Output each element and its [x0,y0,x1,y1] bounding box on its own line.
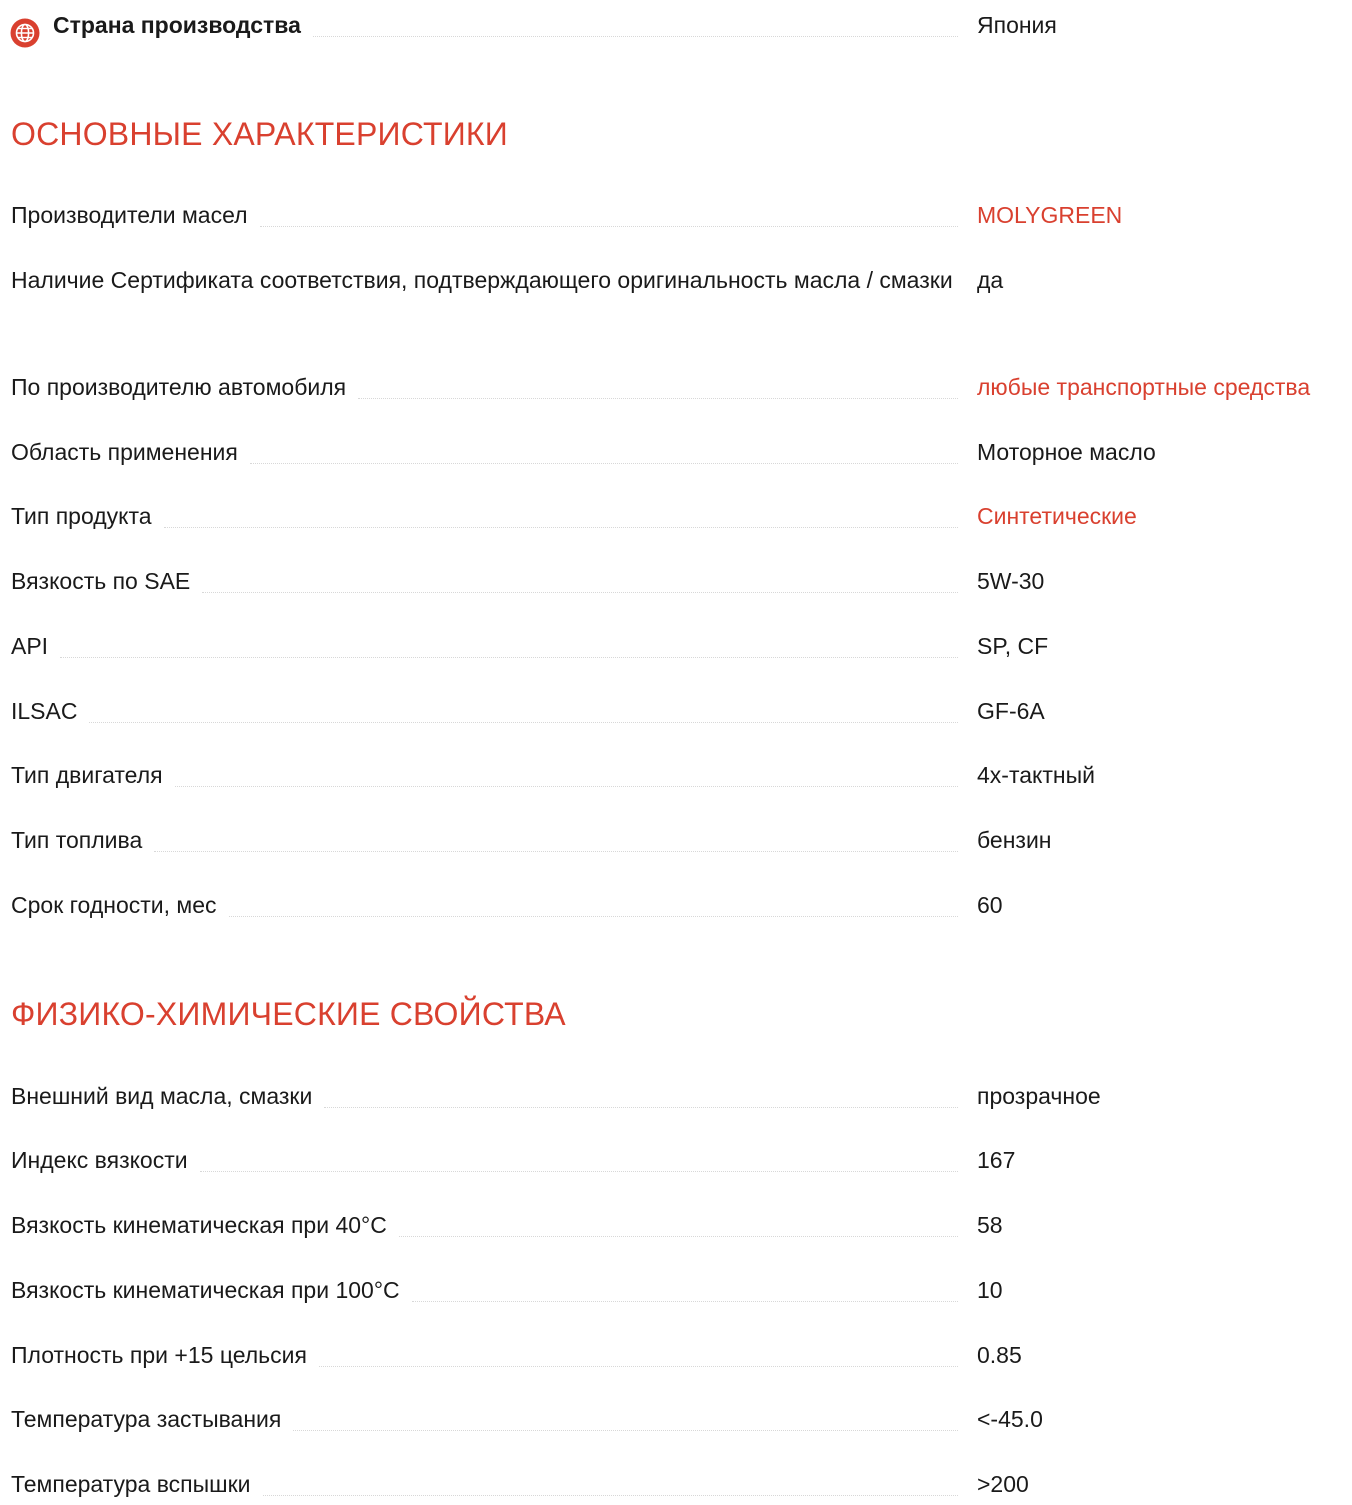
dotted-leader [293,1398,958,1431]
spec-value: 10 [977,1277,1003,1303]
spec-label: Срок годности, мес [11,884,229,926]
spec-value: >200 [977,1471,1029,1497]
spec-value-link[interactable]: любые транспортные средства [977,374,1311,400]
spec-label: Вязкость кинематическая при 40°С [11,1204,399,1246]
dotted-leader [412,1269,958,1302]
spec-value: <-45.0 [977,1406,1043,1432]
globe-icon [10,18,40,48]
dotted-leader [175,754,958,787]
spec-label: Индекс вязкости [11,1139,200,1181]
spec-value-link[interactable]: Синтетические [977,503,1137,529]
dotted-leader [154,819,958,852]
spec-label: По производителю автомобиля [11,366,358,408]
section-title-phys: ФИЗИКО-ХИМИЧЕСКИЕ СВОЙСТВА [11,996,566,1032]
spec-value: SP, CF [977,633,1049,659]
spec-value: 0.85 [977,1342,1022,1368]
spec-label: Тип двигателя [11,754,175,796]
dotted-leader [202,560,958,593]
spec-value: 60 [977,892,1003,918]
dotted-leader [313,4,958,37]
spec-label: Температура застывания [11,1398,293,1440]
spec-value: прозрачное [977,1083,1101,1109]
spec-label: Область применения [11,431,250,473]
spec-label: Тип топлива [11,819,154,861]
spec-label: Температура вспышки [11,1463,263,1505]
country-label: Страна производства [53,4,313,46]
dotted-leader [263,1463,958,1496]
spec-label: Наличие Сертификата соответствия, подтверждающего оригинальность масла / смазки [11,259,958,301]
spec-value: да [977,267,1004,293]
spec-label: ILSAC [11,690,89,732]
spec-value: GF-6A [977,698,1045,724]
spec-value: 4х-тактный [977,762,1095,788]
dotted-leader [358,366,958,399]
country-value: Япония [977,12,1057,38]
country-label-wrap [53,4,958,46]
spec-label: Тип продукта [11,495,164,537]
spec-label: Вязкость кинематическая при 100°С [11,1269,412,1311]
spec-label: Вязкость по SAE [11,560,202,602]
spec-label: Производители масел [11,194,260,236]
spec-label: Плотность при +15 цельсия [11,1334,319,1376]
spec-value: бензин [977,827,1052,853]
spec-label: Внешний вид масла, смазки [11,1075,324,1117]
dotted-leader [200,1139,958,1172]
dotted-leader [229,884,959,917]
section-title-main: ОСНОВНЫЕ ХАРАКТЕРИСТИКИ [11,116,508,152]
spec-value: 58 [977,1212,1003,1238]
spec-value: 5W-30 [977,568,1045,594]
dotted-leader [250,431,958,464]
spec-value: Моторное масло [977,439,1156,465]
dotted-leader [399,1204,958,1237]
spec-value-link[interactable]: MOLYGREEN [977,202,1123,228]
dotted-leader [60,625,958,658]
spec-label: API [11,625,60,667]
dotted-leader [324,1075,958,1108]
dotted-leader [89,690,958,723]
dotted-leader [260,194,958,227]
dotted-leader [164,495,958,528]
dotted-leader [319,1334,958,1367]
spec-value: 167 [977,1147,1016,1173]
